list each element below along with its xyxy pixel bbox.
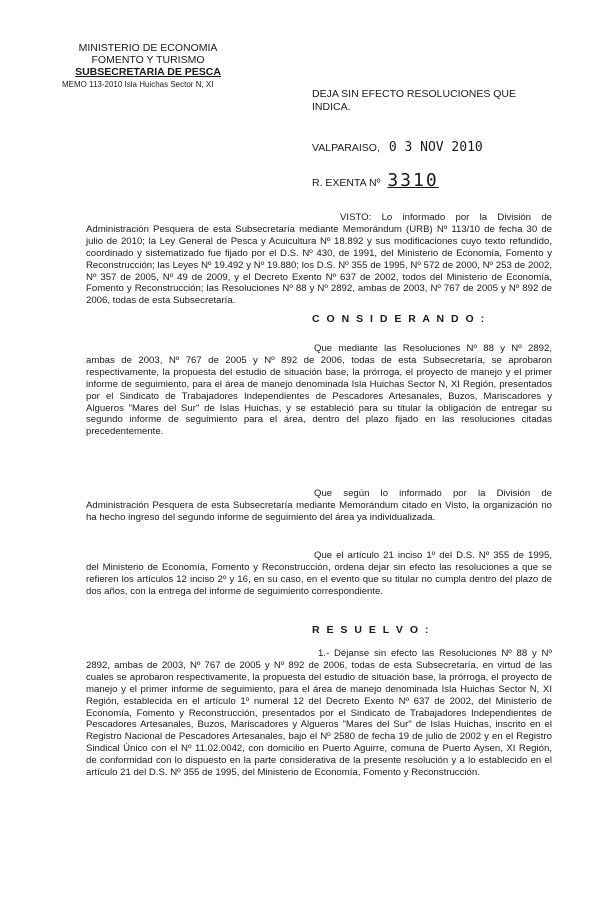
considerando-3: Que el artículo 21 inciso 1º del D.S. Nº 355 de 1995, del Ministerio de Economía, Fomento y Reconstrucción, ordena dejar sin efecto las resoluciones a que se refieren los artículos 12 inciso 2º y 16, en su caso, en el evento que su titular no cumpla dentro del plazo de dos años, con la entrega del informe de seguimiento correspondiente. — [86, 550, 552, 597]
resolution-number — [312, 170, 439, 191]
place-date — [312, 140, 483, 155]
resolution-value: 3310 — [387, 170, 439, 191]
resuelvo-paragraph: 1.- Déjanse sin efecto las Resoluciones Nº 88 y Nº 2892, ambas de 2003, Nº 767 de 2005 y Nº 892 de 2006, todas de esta Subsecretaría, en virtud de las cuales se aprobaron respectivamente, la propuesta del estudio de situación base, la prórroga, el proyecto de manejo y el primer informe de seguimiento, para el área de manejo denominada Isla Huichas Sector N, XI Región, establecida en el artículo 1º numeral 12 del Decreto Exento Nº 637 de 2002, del Ministerio de Economía, Fomento y Reconstrucción, presentados por el Sindicato de Trabajadores Independientes de Pescadores Artesanales, Buzos, Mariscadores y Algueros "Mares del Sur" de Islas Huichas, inscrito en el Registro Nacional de Pescadores Artesanales, bajo el Nº 2580 de fecha 19 de julio de 2002 y en el Registro Sindical Único con el Nº 11.02.0042, con domicilio en Puerto Aguirre, comuna de Puerto Aysen, XI Región, de conformidad con lo dispuesto en la parte considerativa de la presente resolución y a lo establecido en el artículo 21 del D.S. Nº 355 de 1995, del Ministerio de Economía, Fomento y Reconstrucción. — [86, 648, 552, 779]
memo-reference: MEMO 113-2010 Isla Huichas Sector N, XI — [62, 80, 214, 89]
letterhead — [58, 42, 238, 78]
ministry-name: MINISTERIO DE ECONOMIA — [78, 42, 218, 54]
subject — [312, 88, 516, 114]
date-stamp: 0 3 NOV 2010 — [388, 140, 483, 155]
considerando-1: Que mediante las Resoluciones Nº 88 y Nº 2892, ambas de 2003, Nº 767 de 2005 y Nº 892 de 2006, todas de esta Subsecretaría, se aprobaron respectivamente, la propuesta del estudio de situación base, la prórroga, el proyecto de manejo y el primer informe de seguimiento, para el área de manejo denominada Isla Huichas Sector N, XI Región, presentados por el Sindicato de Trabajadores Independientes de Pescadores Artesanales, Buzos, Mariscadores y Algueros "Mares del Sur" de Islas Huichas, y se estableció para su titular la obligación de entregar su segundo informe de seguimiento para el área, dentro del plazo fijado en las resoluciones citadas precedentemente. — [86, 343, 552, 438]
visto-paragraph: VISTO: Lo informado por la División de Administración Pesquera de esta Subsecretaría mediante Memorándum (URB) Nº 113/10 de fecha 30 de julio de 2010; la Ley General de Pesca y Acuicultura Nº 18.892 y sus modificaciones cuyo texto refundido, coordinado y sistematizado fue fijado por el D.S. Nº 430, de 1991, del Ministerio de Economía, Fomento y Reconstrucción; las Leyes Nº 19.492 y Nº 19.880; los D.S. Nº 355 de 1995, Nº 572 de 2000, Nº 253 de 2002, Nº 357 de 2005, Nº 49 de 2009, y el Decreto Exento Nº 637 de 2002, todos del Ministerio de Economía, Fomento y Reconstrucción; las Resoluciones Nº 88 y Nº 2892, ambas de 2003, Nº 767 de 2005 y Nº 892 de 2006, todas de esta Subsecretaría. — [86, 212, 552, 307]
resuelvo-title: R E S U E L V O : — [312, 624, 431, 636]
ministry-name-2: FOMENTO Y TURISMO — [91, 54, 205, 66]
considerando-title: C O N S I D E R A N D O : — [312, 313, 487, 325]
subsecretaria-name: SUBSECRETARIA DE PESCA — [75, 66, 221, 78]
resolution-label: R. EXENTA Nº — [312, 177, 381, 189]
subject-line-2: INDICA. — [312, 101, 351, 113]
subject-line-1: DEJA SIN EFECTO RESOLUCIONES QUE — [312, 88, 517, 100]
considerando-2: Que según lo informado por la División de Administración Pesquera de esta Subsecretaría mediante Memorándum citado en Visto, la organización no ha hecho ingreso del segundo informe de seguimiento del área ya individualizada. — [86, 488, 552, 523]
city: VALPARAISO, — [312, 142, 380, 154]
